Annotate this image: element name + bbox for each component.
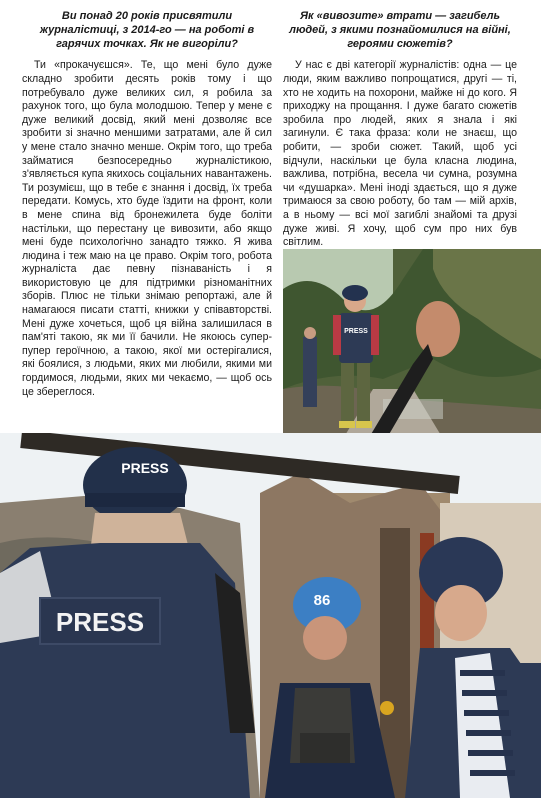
bottom-officer-helmet-number: 86: [313, 592, 331, 609]
left-column: [22, 10, 272, 399]
right-question: Як «вивозите» втрати — загибель людей, з якими познайомилися на війні, героями сюжетів?: [289, 10, 511, 50]
left-answer: Ти «прокачуєшся». Те, що мені було дуже складно зробити десять років тому і що потребувало дуже великих сил, я робила за рахунок того, що була молодшою. Тепер у мене є дуже великий досвід, який мені дозволяє все зробити зі значно меншими затратами, але й сил у мене стало значно менше. Окрім того, що треба займатися безпосередньо журналістикою, з'являється купа якихось соціальних навантажень. Ти розумієш, що в тебе є знання і досвід, їх треба передати. Комусь, хто буде їздити на фронт, коли в мене спина від бронежилета буде боліти настільки, що перестану це вивозити, або якщо мені буде психологічно занадто тяжко. Я жива людина і теж маю на це право. Окрім того, робота журналіста дає певну пізнаваність і я використовую це для підтримки різноманітних зборів. Плюс не тільки знімаю репортажі, але й намагаюся писати статті, книжки у співавторстві. Мені дуже хочеться, щоб ця війна залишилася в пам'яті такою, як ми її бачили. Не якоюсь супер-пупер героїчною, а такою, якої ми остерігалися, які боялися, з людьми, яких ми любили, якими ми гордимося, людьми, яких ми чекаємо, — щоб ось це збереглося.: [22, 59, 272, 398]
right-column: [283, 10, 517, 250]
bottom-helmet-label: PRESS: [121, 460, 169, 476]
left-question: Ви понад 20 років присвятили журналістиці, з 2014-го — на роботі в гарячих точках. Як не вигоріли?: [39, 10, 255, 50]
right-answer: У нас є дві категорії журналістів: одна — це люди, яким важливо попрощатися, другі — ті, хто не ходить на похорони, майже ні до кого. Я приходжу на прощання. І дуже багато сюжетів зробила про людей, яких я знала і які загинули. Є така фраза: коли не знаєш, що робити, — зроби сюжет. Такий, щоб усі відчули, наскільки це була класна людина, важлива, потрібна, весела чи сумна, розумна чи «душарка». Мені іноді здається, що я дуже тримаюся за свою роботу, бо там — мій архів, а в ньому — всі мої загиблі знайомі та друзі дуже живі. Я хочу, щоб сум про них був світлим.: [283, 59, 517, 249]
bottom-vest-label: PRESS: [55, 607, 145, 637]
photo-press-ruins: [0, 433, 541, 798]
photo-top-vest-label: PRESS: [344, 328, 368, 335]
